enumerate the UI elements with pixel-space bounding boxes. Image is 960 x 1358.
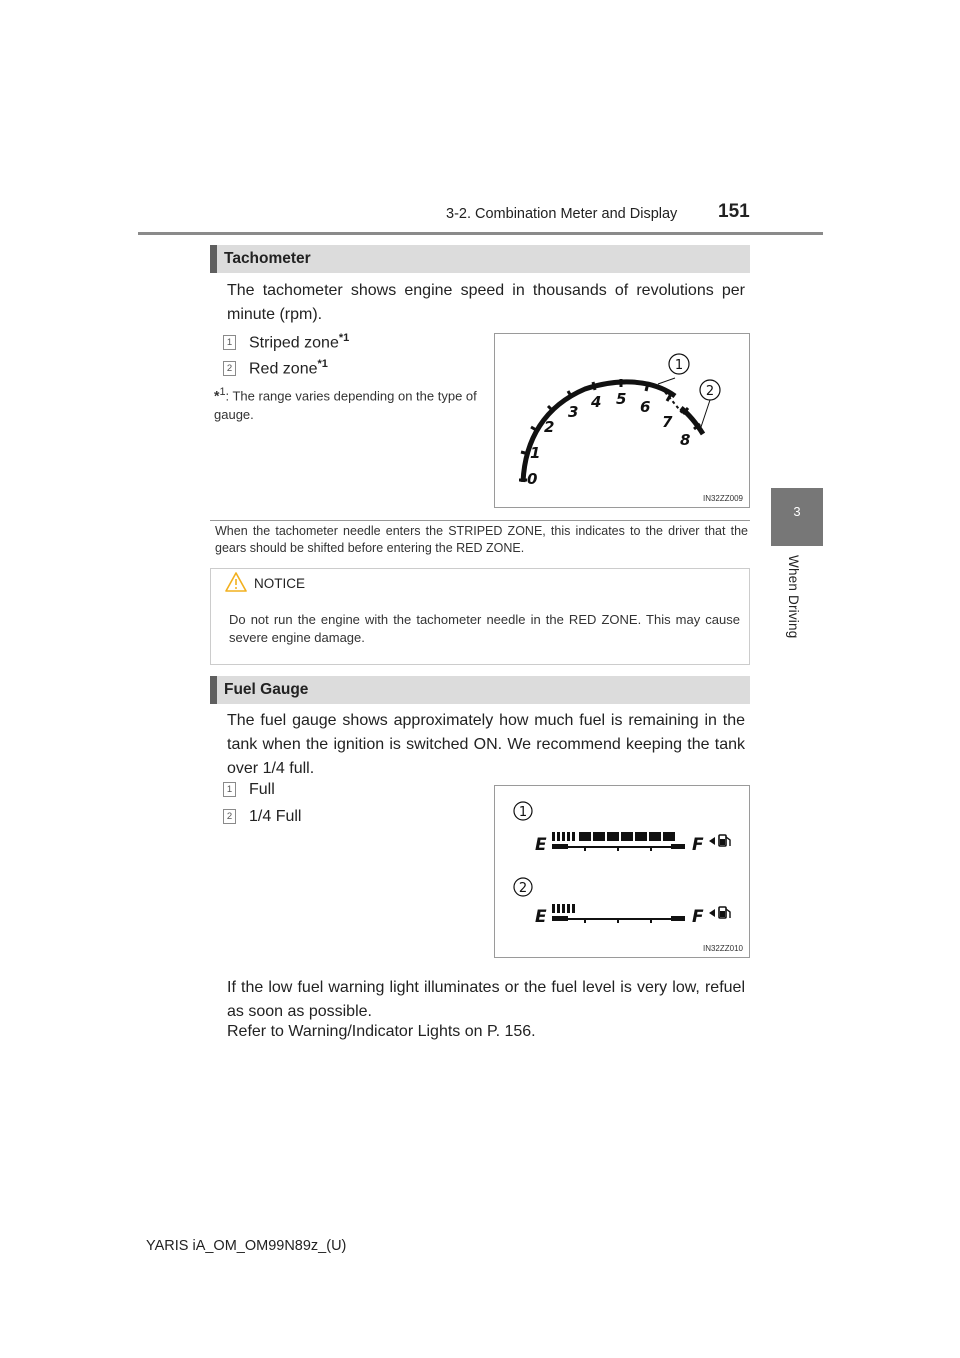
section-title: 3-2. Combination Meter and Display [446,206,678,222]
footnote [214,383,484,424]
footnote-sup: 1 [219,386,226,398]
item-footnote-ref: *1 [338,332,350,344]
item-number-box: 1 [223,335,236,350]
fuel-pump-icon [709,907,730,918]
tachometer-figure [494,333,750,508]
tach-item-striped-zone [223,332,349,352]
callout-1: 1 [518,805,528,820]
callout-2: 2 [518,881,528,896]
model-code: YARIS iA_OM_OM99N89z_(U) [146,1238,347,1254]
note-divider [210,520,750,521]
scale-label-1: 1 [530,444,541,462]
low-fuel-warning-text: If the low fuel warning light illuminates or the fuel level is very low, refuel as soon as possible. [227,979,745,1020]
item-label: Full [249,781,275,798]
scale-label-0: 0 [527,470,538,488]
warning-triangle-icon [225,572,247,592]
fuel-gauge-figure [494,785,750,958]
tach-item-red-zone [223,358,328,378]
item-label: Red zone [249,360,318,378]
fuel-gauge-intro: The fuel gauge shows approximately how much fuel is remaining in the tank when the ignition is switched ON. We recommend keeping the tank over 1/4 full. [227,712,745,777]
fuel-gauge-heading-text: Fuel Gauge [224,681,309,698]
empty-label-1: E [535,835,547,855]
scale-label-6: 6 [640,398,651,416]
footnote-text: : The range varies depending on the type of gauge. [214,388,477,423]
fuel-item-full [223,781,275,799]
item-footnote-ref: *1 [317,358,328,370]
scale-label-3: 3 [568,403,579,421]
item-number-box: 2 [223,361,236,376]
page-number: 151 [718,201,750,222]
tachometer-intro: The tachometer shows engine speed in thousands of revolutions per minute (rpm). [227,282,745,323]
tachometer-note: When the tachometer needle enters the STRIPED ZONE, this indicates to the driver that the gears should be shifted before entering the RED ZONE. [215,524,748,555]
tachometer-illustration [495,334,749,507]
chapter-label: When Driving [786,555,801,639]
figure-code: IN32ZZ010 [702,944,743,953]
fuel-pump-icon [709,835,730,846]
tachometer-heading-text: Tachometer [224,250,311,267]
item-number-box: 2 [223,809,236,824]
scale-label-8: 8 [680,431,691,449]
full-label-2: F [692,907,704,927]
fuel-bar-full [552,832,675,841]
callout-2: 2 [705,384,715,399]
item-label: Striped zone [249,334,339,352]
notice-text: Do not run the engine with the tachometer needle in the RED ZONE. This may cause severe engine damage. [229,612,740,645]
header-rule [138,232,823,235]
item-label: 1/4 Full [249,808,302,825]
full-label-1: F [692,835,704,855]
callout-1: 1 [674,358,684,373]
scale-label-4: 4 [591,393,602,411]
chapter-number: 3 [793,504,801,519]
item-number-box: 1 [223,782,236,797]
scale-label-2: 2 [544,418,555,436]
reference-text: Refer to Warning/Indicator Lights on P. 156. [227,1023,536,1040]
figure-code: IN32ZZ009 [702,494,743,503]
fuel-item-quarter [223,808,301,826]
fuel-gauge-illustration [495,786,749,957]
fuel-gauge-heading [210,676,750,704]
footnote-marker: * [214,387,220,404]
empty-label-2: E [535,907,547,927]
tachometer-heading [210,245,750,273]
fuel-bar-quarter [552,904,575,913]
scale-label-7: 7 [662,413,673,431]
scale-label-5: 5 [616,390,627,408]
notice-label: NOTICE [254,576,306,591]
